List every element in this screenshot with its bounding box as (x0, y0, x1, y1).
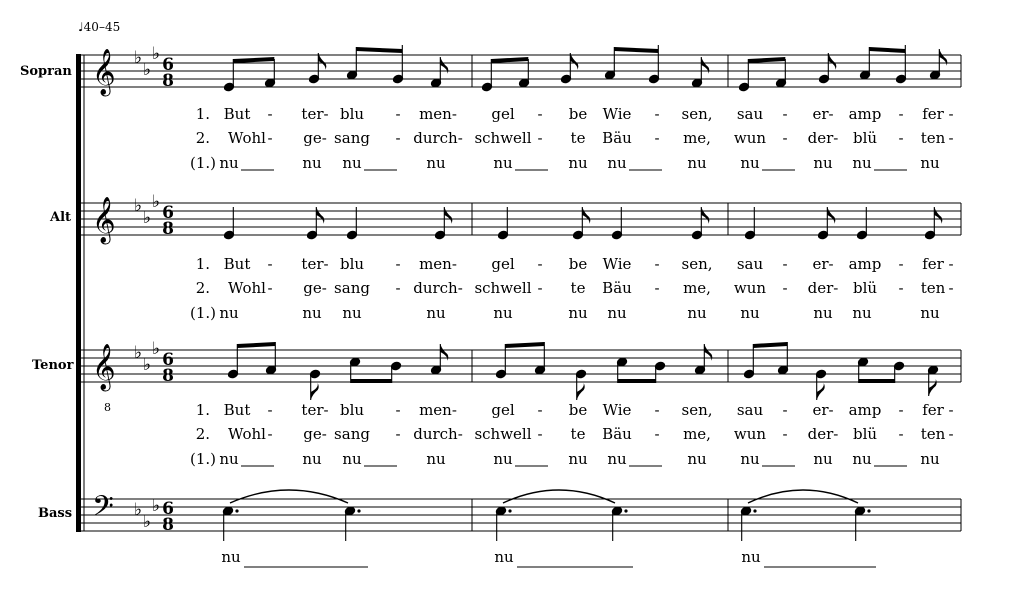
lyric-hyphen: - (898, 129, 904, 147)
eighth-flag (817, 383, 825, 400)
beam (869, 47, 905, 53)
lyric-syllable: nu (607, 450, 627, 468)
eighth-flag (577, 383, 585, 400)
lyric-syllable: schwell (474, 425, 532, 443)
tempo-marking (78, 20, 120, 34)
slur (503, 490, 615, 503)
lyric-syllable: nu (813, 304, 833, 322)
time-signature-bottom: 8 (162, 515, 174, 535)
lyric-syllable: nu (426, 154, 446, 172)
lyric-syllable: nu (852, 304, 872, 322)
lyric-hyphen: - (948, 129, 954, 147)
octave-mark: 8 (104, 401, 111, 414)
lyric-syllable: wun (733, 425, 767, 443)
lyric-hyphen: - (267, 401, 273, 419)
lyric-hyphen: - (948, 105, 954, 123)
lyric-syllable: er- (812, 255, 834, 273)
lyric-syllable: ter- (301, 401, 329, 419)
augmentation-dot (624, 509, 627, 512)
augmentation-dot (508, 509, 511, 512)
beam (351, 379, 392, 383)
lyric-syllable: me, (683, 129, 711, 147)
staff-label-sopran: Sopran (20, 64, 72, 79)
lyric-syllable: ter- (301, 255, 329, 273)
verse-2-number: 2. (195, 129, 210, 147)
lyric-syllable: blü (852, 425, 878, 443)
lyric-hyphen: - (782, 279, 788, 297)
lyric-hyphen: - (654, 279, 660, 297)
eighth-flag (570, 53, 578, 70)
augmentation-dot (357, 509, 360, 512)
lyric-syllable: Bäu (602, 129, 632, 147)
flat-icon: ♭ (152, 496, 161, 516)
lyric-syllable: nu (219, 450, 239, 468)
time-signature-bottom: 8 (162, 219, 174, 239)
tempo-range: 40–45 (83, 20, 121, 34)
lyric-syllable: be (568, 401, 588, 419)
lyric-syllable: nu (687, 154, 707, 172)
time-signature-top: 6 (162, 55, 174, 75)
flat-icon: ♭ (134, 500, 143, 520)
lyric-hyphen: - (267, 105, 273, 123)
staff-label-alt: Alt (50, 210, 72, 225)
lyric-syllable: sau (736, 105, 764, 123)
lyric-hyphen: - (537, 129, 543, 147)
lyric-syllable: nu (568, 304, 588, 322)
lyric-syllable: But (223, 105, 251, 123)
beam (614, 47, 658, 53)
lyric-syllable: fer (922, 255, 944, 273)
lyric-syllable: Bäu (602, 279, 632, 297)
lyric-syllable: nu (342, 154, 362, 172)
eighth-flag (934, 207, 942, 224)
flat-icon: ♭ (134, 196, 143, 216)
lyric-syllable: nu (740, 450, 760, 468)
eighth-flag (828, 53, 836, 70)
flat-icon: ♭ (152, 339, 161, 359)
lyric-syllable: nu (852, 450, 872, 468)
lyric-syllable: be (568, 105, 588, 123)
lyric-hyphen: - (537, 401, 543, 419)
lyric-hyphen: - (395, 279, 401, 297)
lyric-syllable: me, (683, 425, 711, 443)
eighth-flag (444, 207, 452, 224)
lyric-hyphen: - (898, 105, 904, 123)
lyric-syllable: Wohl (228, 425, 266, 443)
lyric-syllable: blu (339, 255, 365, 273)
lyric-syllable: nu (493, 450, 513, 468)
verse-2-number: 2. (195, 279, 210, 297)
lyric-syllable: nu (219, 154, 239, 172)
lyric-hyphen: - (267, 425, 273, 443)
lyric-syllable: nu (342, 450, 362, 468)
lyric-syllable: nu (302, 154, 322, 172)
lyric-syllable: wun (733, 279, 767, 297)
lyric-hyphen: - (948, 425, 954, 443)
lyric-syllable: men- (419, 255, 457, 273)
lyric-syllable: nu (342, 304, 362, 322)
lyric-syllable: durch- (413, 425, 463, 443)
staff-label-bass: Bass (38, 506, 73, 521)
lyric-hyphen: - (654, 105, 660, 123)
lyric-syllable: schwell (474, 279, 532, 297)
eighth-flag (582, 207, 590, 224)
lyric-hyphen: - (267, 279, 273, 297)
time-signature-bottom: 8 (162, 71, 174, 91)
lyric-syllable: amp (848, 105, 882, 123)
eighth-flag (316, 207, 324, 224)
lyric-syllable: blü (852, 129, 878, 147)
lyric-syllable: fer (922, 105, 944, 123)
time-signature-top: 6 (162, 350, 174, 370)
beam (748, 57, 785, 63)
lyric-hyphen: - (898, 279, 904, 297)
lyric-syllable: sang (334, 129, 370, 147)
lyric-syllable: nu (426, 450, 446, 468)
lyric-syllable: ter- (301, 105, 329, 123)
treble-clef-icon: 𝄞 (92, 344, 116, 390)
flat-icon: ♭ (143, 355, 152, 375)
verse-3-number: (1.) (189, 154, 216, 172)
lyric-syllable: nu (852, 154, 872, 172)
lyric-hyphen: - (782, 401, 788, 419)
lyric-hyphen: - (395, 105, 401, 123)
bass-clef-icon: 𝄢 (92, 490, 114, 530)
lyric-syllable: te (570, 425, 586, 443)
lyric-syllable: gel (491, 401, 515, 419)
quarter-note-icon: ♩ (78, 20, 84, 34)
lyric-hyphen: - (782, 425, 788, 443)
lyric-syllable: Bäu (602, 425, 632, 443)
lyric-syllable: nu (687, 304, 707, 322)
staff-label-tenor: Tenor (32, 358, 74, 373)
lyric-hyphen: - (395, 425, 401, 443)
augmentation-dot (235, 509, 238, 512)
lyric-syllable: nu (607, 154, 627, 172)
beam (618, 379, 656, 383)
lyric-syllable: nu (740, 304, 760, 322)
time-signature-bottom: 8 (162, 366, 174, 386)
lyric-hyphen: - (898, 425, 904, 443)
lyric-syllable: But (223, 255, 251, 273)
lyric-syllable: nu (302, 450, 322, 468)
flat-icon: ♭ (134, 48, 143, 68)
lyric-hyphen: - (395, 129, 401, 147)
lyric-syllable: nu (493, 304, 513, 322)
lyric-hyphen: - (898, 255, 904, 273)
lyric-hyphen: - (948, 401, 954, 419)
beam (753, 342, 787, 348)
lyric-syllable: ge- (303, 129, 327, 147)
lyric-syllable: er- (812, 401, 834, 419)
lyric-hyphen: - (948, 255, 954, 273)
treble-clef-icon: 𝄞 (92, 197, 116, 243)
lyric-hyphen: - (782, 129, 788, 147)
time-signature-top: 6 (162, 499, 174, 519)
lyric-syllable: men- (419, 105, 457, 123)
eighth-flag (311, 383, 319, 400)
time-signature-top: 6 (162, 203, 174, 223)
augmentation-dot (867, 509, 870, 512)
lyric-syllable: ten (920, 425, 946, 443)
lyric-syllable: sau (736, 255, 764, 273)
flat-icon: ♭ (143, 512, 152, 532)
lyric-syllable: nu (607, 304, 627, 322)
lyric-syllable: der- (807, 425, 839, 443)
slur (748, 490, 858, 503)
lyric-hyphen: - (395, 255, 401, 273)
lyric-syllable: blu (339, 105, 365, 123)
lyric-syllable: men- (419, 401, 457, 419)
lyric-syllable: be (568, 255, 588, 273)
lyric-syllable: nu (813, 450, 833, 468)
flat-icon: ♭ (143, 208, 152, 228)
lyric-syllable: nu (568, 450, 588, 468)
lyric-hyphen: - (654, 255, 660, 273)
lyric-syllable: nu (568, 154, 588, 172)
lyric-syllable: nu (219, 304, 239, 322)
lyric-syllable: But (223, 401, 251, 419)
eighth-flag (318, 53, 326, 70)
system-bracket (76, 54, 81, 532)
lyric-hyphen: - (537, 279, 543, 297)
lyric-syllable: ge- (303, 279, 327, 297)
lyric-syllable: nu (426, 304, 446, 322)
lyric-syllable: fer (922, 401, 944, 419)
lyric-syllable: nu (813, 154, 833, 172)
lyric-syllable: nu (741, 548, 761, 566)
flat-icon: ♭ (152, 192, 161, 212)
lyric-syllable: der- (807, 279, 839, 297)
lyric-syllable: Wohl (228, 279, 266, 297)
lyric-syllable: er- (812, 105, 834, 123)
lyric-syllable: nu (920, 154, 940, 172)
lyric-hyphen: - (654, 425, 660, 443)
flat-icon: ♭ (143, 60, 152, 80)
lyric-syllable: Wie (602, 401, 632, 419)
lyric-syllable: gel (491, 255, 515, 273)
treble-clef-icon: 𝄞 (92, 49, 116, 95)
flat-icon: ♭ (152, 44, 161, 64)
augmentation-dot (753, 509, 756, 512)
lyric-syllable: blü (852, 279, 878, 297)
lyric-syllable: blu (339, 401, 365, 419)
lyric-syllable: sen, (681, 401, 713, 419)
lyric-syllable: amp (848, 401, 882, 419)
lyric-syllable: amp (848, 255, 882, 273)
lyric-syllable: sang (334, 425, 370, 443)
beam (237, 342, 275, 348)
lyric-syllable: nu (920, 450, 940, 468)
lyric-hyphen: - (267, 129, 273, 147)
lyric-hyphen: - (948, 279, 954, 297)
lyric-syllable: sen, (681, 105, 713, 123)
lyric-syllable: ten (920, 279, 946, 297)
lyric-syllable: Wohl (228, 129, 266, 147)
lyric-syllable: te (570, 129, 586, 147)
verse-3-number: (1.) (189, 304, 216, 322)
verse-2-number: 2. (195, 425, 210, 443)
lyric-syllable: nu (740, 154, 760, 172)
flat-icon: ♭ (134, 343, 143, 363)
beam (859, 379, 895, 383)
beam (505, 342, 544, 348)
verse-1-number: 1. (195, 105, 210, 123)
verse-3-number: (1.) (189, 450, 216, 468)
beam (491, 57, 528, 63)
lyric-syllable: nu (920, 304, 940, 322)
lyric-syllable: nu (493, 154, 513, 172)
lyric-syllable: ge- (303, 425, 327, 443)
lyric-hyphen: - (654, 129, 660, 147)
lyric-hyphen: - (898, 401, 904, 419)
lyric-syllable: schwell (474, 129, 532, 147)
lyric-syllable: Wie (602, 255, 632, 273)
beam (356, 47, 402, 53)
lyric-hyphen: - (537, 255, 543, 273)
lyric-syllable: Wie (602, 105, 632, 123)
lyric-syllable: nu (302, 304, 322, 322)
lyric-syllable: durch- (413, 129, 463, 147)
lyric-syllable: sang (334, 279, 370, 297)
slur (230, 490, 348, 503)
verse-1-number: 1. (195, 255, 210, 273)
lyric-syllable: gel (491, 105, 515, 123)
lyric-hyphen: - (537, 425, 543, 443)
lyric-syllable: durch- (413, 279, 463, 297)
eighth-flag (701, 207, 709, 224)
lyric-hyphen: - (267, 255, 273, 273)
lyric-syllable: sau (736, 401, 764, 419)
lyric-hyphen: - (782, 105, 788, 123)
lyric-syllable: wun (733, 129, 767, 147)
lyric-hyphen: - (782, 255, 788, 273)
lyric-syllable: ten (920, 129, 946, 147)
lyric-syllable: me, (683, 279, 711, 297)
lyric-syllable: der- (807, 129, 839, 147)
lyric-hyphen: - (537, 105, 543, 123)
verse-1-number: 1. (195, 401, 210, 419)
lyric-syllable: te (570, 279, 586, 297)
lyric-syllable: sen, (681, 255, 713, 273)
lyric-hyphen: - (395, 401, 401, 419)
eighth-flag (827, 207, 835, 224)
lyric-hyphen: - (654, 401, 660, 419)
lyric-syllable: nu (687, 450, 707, 468)
lyric-syllable: nu (221, 548, 241, 566)
lyric-syllable: nu (494, 548, 514, 566)
beam (233, 57, 274, 63)
